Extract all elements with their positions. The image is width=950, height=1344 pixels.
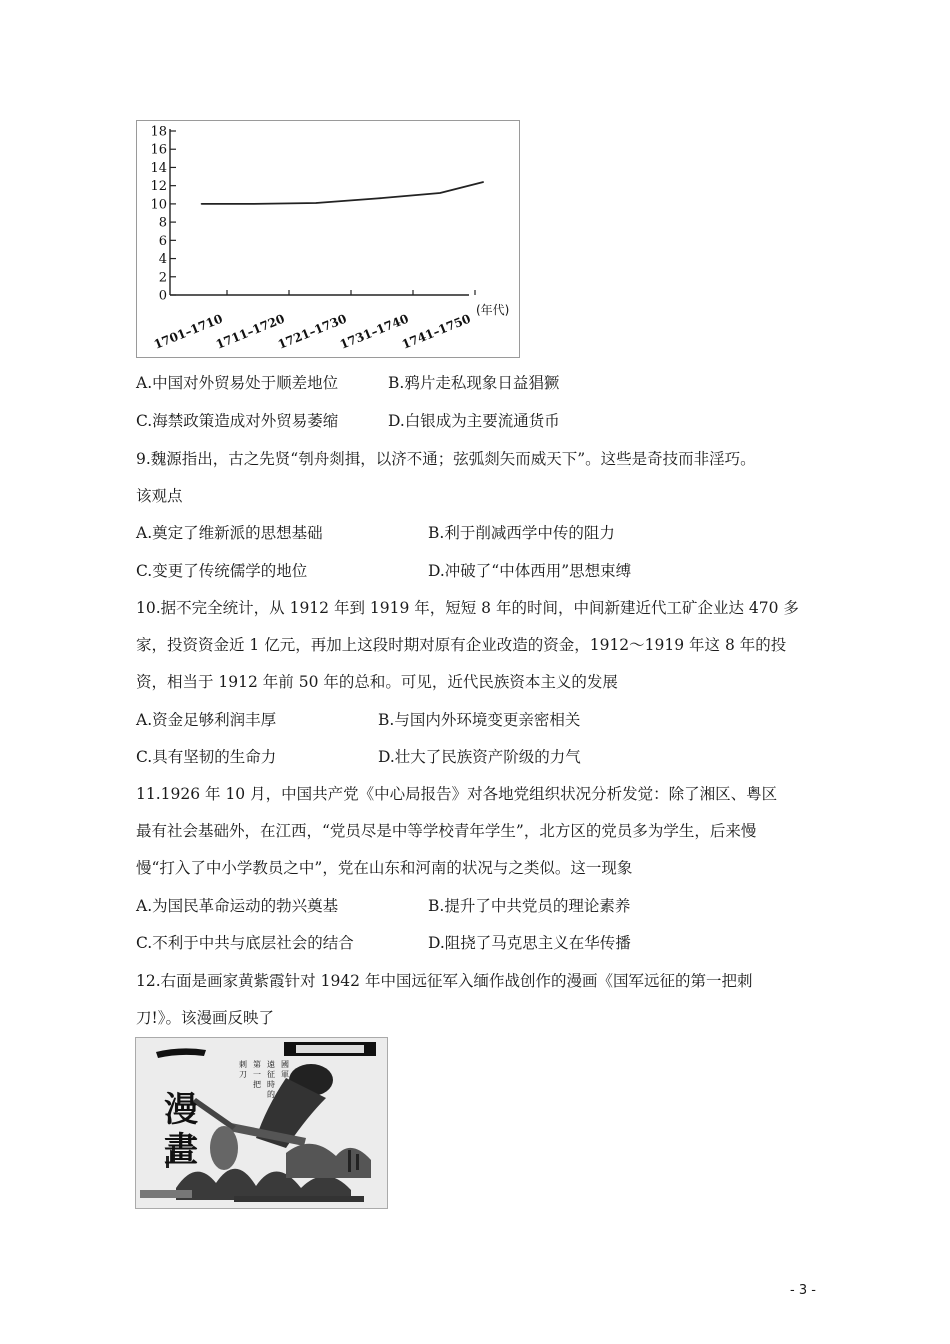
series-point-0-3 [377, 198, 378, 199]
q11-option-a[interactable]: A.为国民革命运动的勃兴奠基 [136, 897, 339, 915]
x-tick-label-0: 1701–1710 [151, 311, 225, 352]
y-tick-label-2: 2 [158, 270, 167, 286]
q12-stem-line-2: 刀!》。该漫画反映了 [136, 1009, 274, 1027]
q11-stem-line-3: 慢“打入了中小学教员之中”，党在山东和河南的状况与之类似。这一现象 [136, 859, 633, 877]
q10-stem-line-1: 10.据不完全统计，从 1912 年到 1919 年，短短 8 年的时间，中间新建近代工矿企业达 470 多 [136, 599, 799, 617]
q11-stem-line-2: 最有社会基础外，在江西，“党员尽是中等学校青年学生”，北方区的党员多为学生，后来慢 [136, 822, 757, 840]
q9-option-a[interactable]: A.奠定了维新派的思想基础 [136, 524, 323, 542]
x-tick-label-4: 1741–1750 [399, 311, 473, 352]
q10-option-a[interactable]: A.资金足够利润丰厚 [136, 711, 277, 729]
q11-option-c[interactable]: C.不利于中共与底层社会的结合 [136, 934, 354, 952]
y-tick-label-6: 6 [158, 233, 167, 249]
cartoon-title-line-2: 遠征時的 [267, 1060, 275, 1099]
q10-option-b[interactable]: B.与国内外环境变更亲密相关 [378, 711, 581, 729]
series-point-0-0 [201, 203, 202, 204]
series-point-0-2 [315, 202, 316, 203]
line-chart [136, 120, 520, 358]
x-tick-label-2: 1721–1730 [275, 311, 349, 352]
y-tick-label-4: 4 [158, 252, 167, 268]
y-tick-label-10: 10 [150, 197, 167, 213]
cartoon-big-chars: 漫畫 [164, 1090, 198, 1170]
q10-stem-line-2: 家，投资资金近 1 亿元，再加上这段时期对原有企业改造的资金，1912～1919 年这 8 年的投 [136, 636, 787, 654]
x-tick-label-1: 1711–1720 [213, 311, 287, 352]
cartoon-image [135, 1037, 388, 1209]
x-unit-label: (年代) [476, 303, 510, 317]
series-point-0-5 [483, 181, 484, 182]
q9-option-d[interactable]: D.冲破了“中体西用”思想束缚 [428, 562, 632, 580]
q9-stem-line-2: 该观点 [136, 487, 183, 505]
q10-stem-line-3: 资，相当于 1912 年前 50 年的总和。可见，近代民族资本主义的发展 [136, 673, 618, 691]
y-tick-label-14: 14 [150, 160, 167, 176]
q11-stem-line-1: 11.1926 年 10 月，中国共产党《中心局报告》对各地党组织状况分析发觉：除了湘区、粤区 [136, 785, 778, 803]
cartoon-title-line-3: 第一把 [253, 1060, 261, 1089]
q11-option-d[interactable]: D.阻挠了马克思主义在华传播 [428, 934, 631, 952]
q11-option-b[interactable]: B.提升了中共党员的理论素养 [428, 897, 631, 915]
y-tick-label-8: 8 [158, 215, 167, 231]
q12-stem-line-1: 12.右面是画家黄紫霞针对 1942 年中国远征军入缅作战创作的漫画《国军远征的第一把刺 [136, 972, 753, 990]
q9-option-c[interactable]: C.变更了传统儒学的地位 [136, 562, 308, 580]
y-tick-label-12: 12 [150, 179, 167, 195]
q9-stem-line-1: 9.魏源指出，古之先贤“刳舟剡揖，以济不通；弦弧剡矢而威天下”。这些是奇技而非淫巧。 [136, 450, 756, 468]
q10-option-d[interactable]: D.壮大了民族资产阶级的力气 [378, 748, 581, 766]
chart-svg [137, 121, 519, 357]
cartoon-title-line-4: 刺刀 [239, 1060, 247, 1079]
q10-option-c[interactable]: C.具有坚韧的生命力 [136, 748, 277, 766]
y-tick-label-0: 0 [158, 288, 167, 304]
cartoon-title-line-1: 國軍 [281, 1060, 289, 1079]
q9-option-b[interactable]: B.利于削减西学中传的阻力 [428, 524, 615, 542]
series-point-0-4 [439, 192, 440, 193]
q8-option-a[interactable]: A.中国对外贸易处于顺差地位 [136, 374, 339, 392]
q8-option-d[interactable]: D.白银成为主要流通货币 [388, 412, 560, 430]
q8-option-c[interactable]: C.海禁政策造成对外贸易萎缩 [136, 412, 339, 430]
series-line-0 [201, 182, 483, 204]
y-tick-label-18: 18 [150, 124, 167, 140]
page-number: - 3 - [790, 1283, 816, 1298]
series-point-0-1 [253, 203, 254, 204]
y-tick-label-16: 16 [150, 142, 167, 158]
x-tick-label-3: 1731–1740 [337, 311, 411, 352]
q8-option-b[interactable]: B.鸦片走私现象日益猖獗 [388, 374, 560, 392]
